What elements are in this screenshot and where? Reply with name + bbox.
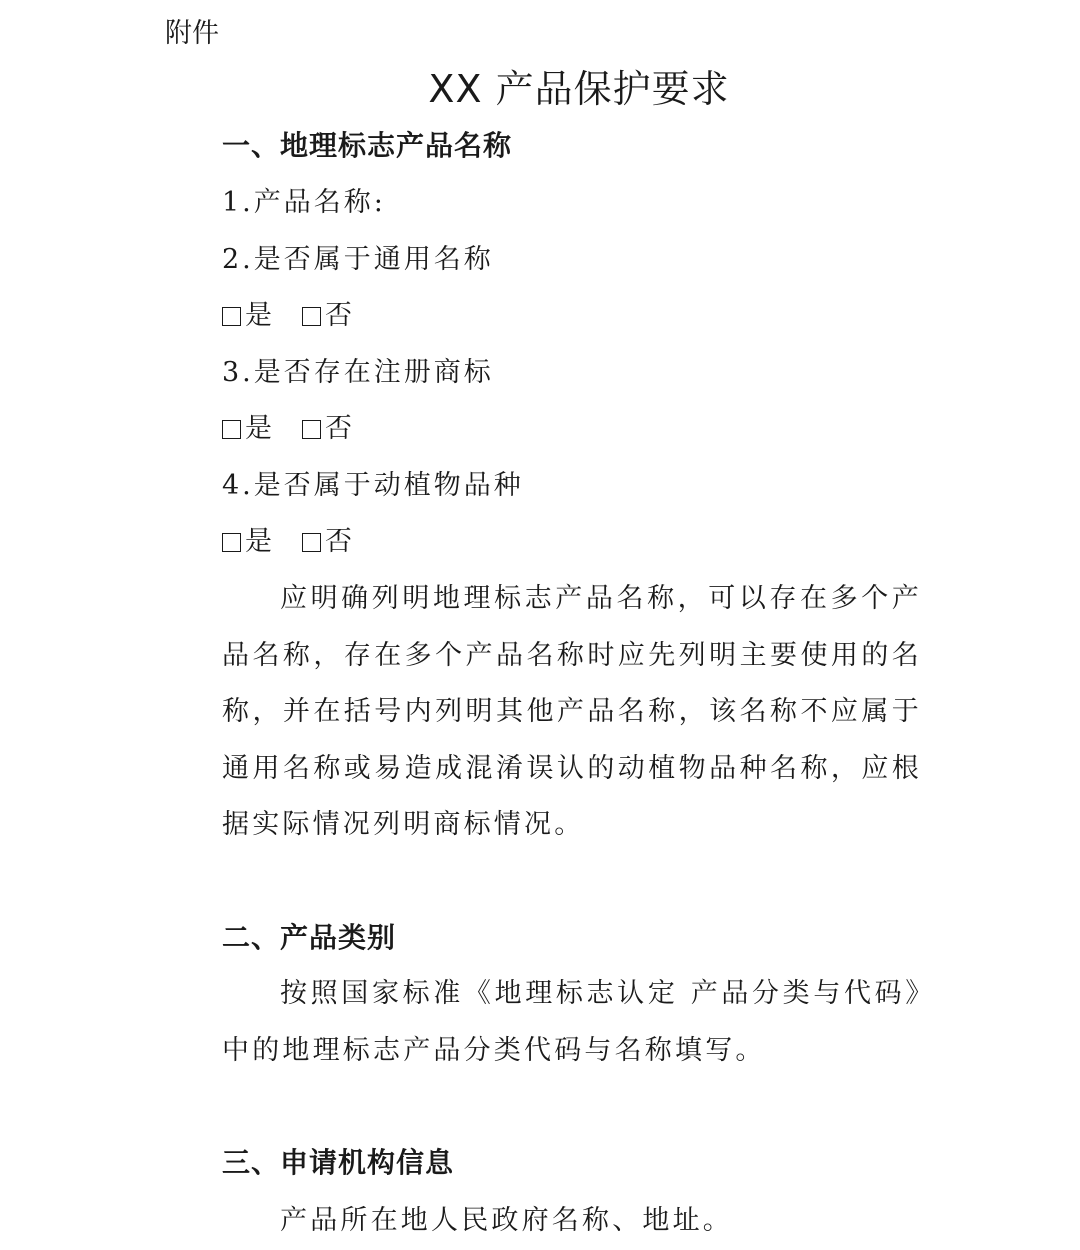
annex-label: 附件 (165, 18, 219, 49)
item-2-options (222, 296, 382, 336)
checkbox-icon[interactable] (302, 307, 321, 326)
item-4-no-option[interactable] (302, 522, 352, 562)
document-title: XX 产品保护要求 (428, 67, 730, 111)
item-3-options (222, 409, 382, 449)
item-4-options (222, 522, 382, 562)
item-2-no-option[interactable] (302, 296, 352, 336)
item-3-question: 3.是否存在注册商标 (222, 357, 494, 388)
item-2-question: 2.是否属于通用名称 (222, 244, 494, 275)
option-label: 是 (245, 526, 272, 557)
checkbox-icon[interactable] (222, 533, 241, 552)
item-2-yes-option[interactable] (222, 296, 272, 336)
section-2-paragraph: 按照国家标准《地理标志认定 产品分类与代码》中的地理标志产品分类代码与名称填写。 (222, 978, 922, 1066)
item-1-question: 1.产品名称: (222, 187, 386, 218)
option-label: 否 (325, 413, 352, 444)
section-3-paragraph: 产品所在地人民政府名称、地址。 (280, 1205, 733, 1236)
option-label: 是 (245, 300, 272, 331)
checkbox-icon[interactable] (302, 533, 321, 552)
section-2-heading: 二、产品类别 (222, 921, 397, 954)
section-1-heading: 一、地理标志产品名称 (222, 129, 513, 162)
option-label: 是 (245, 413, 272, 444)
checkbox-icon[interactable] (222, 307, 241, 326)
section-3-heading: 三、申请机构信息 (222, 1146, 455, 1179)
item-3-yes-option[interactable] (222, 409, 272, 449)
item-4-question: 4.是否属于动植物品种 (222, 470, 524, 501)
option-label: 否 (325, 300, 352, 331)
option-label: 否 (325, 526, 352, 557)
item-3-no-option[interactable] (302, 409, 352, 449)
section-1-paragraph: 应明确列明地理标志产品名称，可以存在多个产品名称，存在多个产品名称时应先列明主要使用的名称，并在括号内列明其他产品名称，该名称不应属于通用名称或易造成混淆误认的动植物品种名称，应根据实际情况列明商标情况。 (222, 583, 922, 840)
checkbox-icon[interactable] (222, 420, 241, 439)
item-4-yes-option[interactable] (222, 522, 272, 562)
checkbox-icon[interactable] (302, 420, 321, 439)
